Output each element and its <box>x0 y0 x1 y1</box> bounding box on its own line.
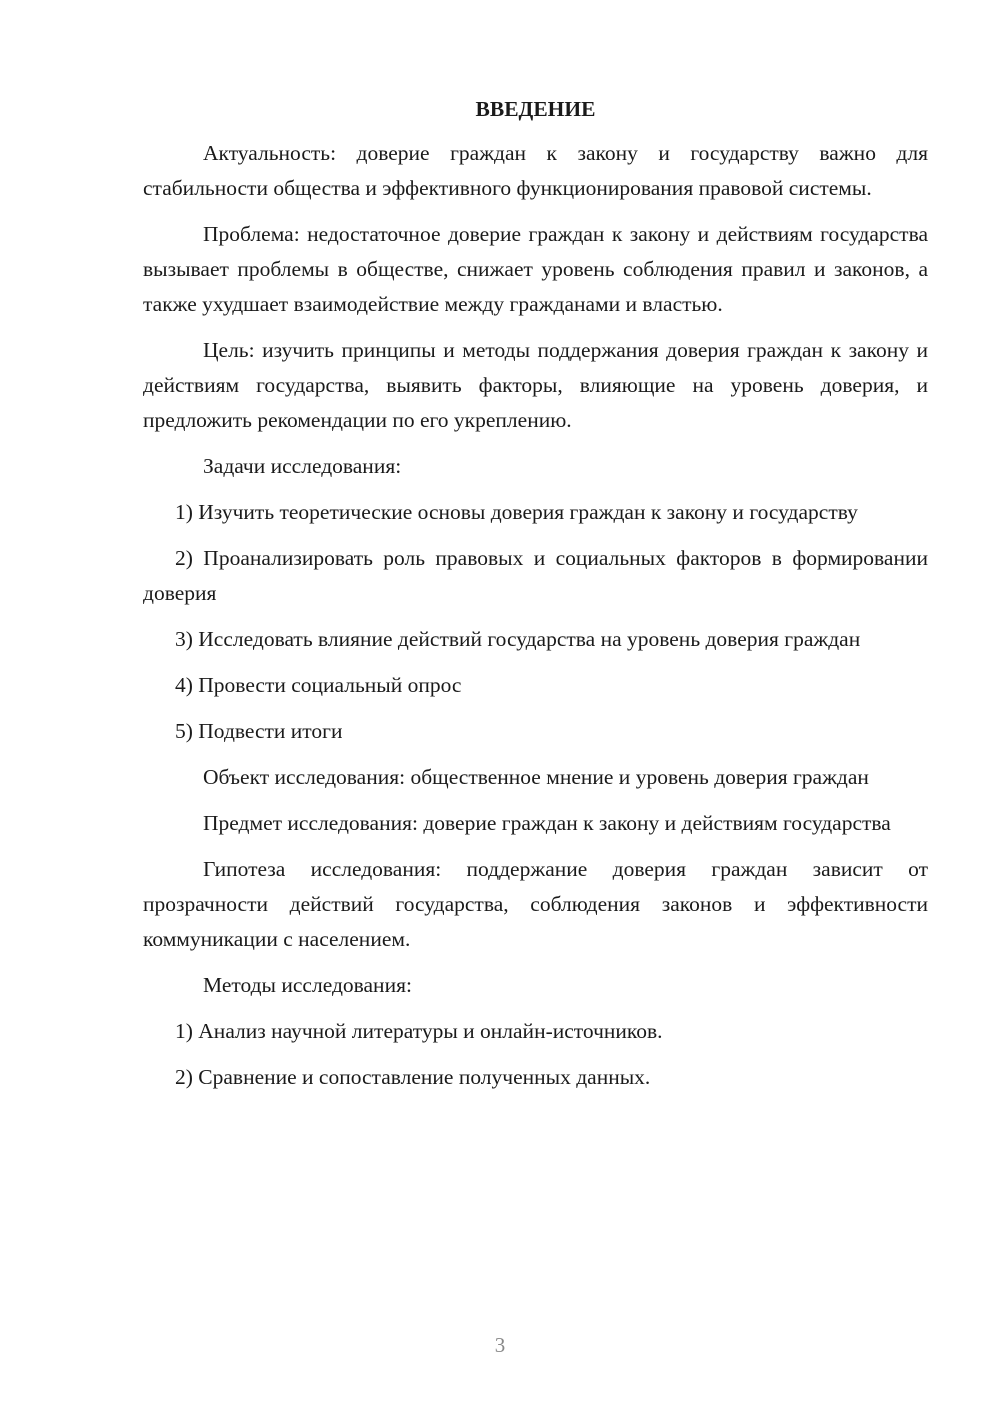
tasks-heading: Задачи исследования: <box>203 454 402 478</box>
goal-paragraph: Цель: изучить принципы и методы поддержания доверия граждан к закону и действиям государства, выявить факторы, влияющие на уровень доверия, и предложить рекомендации по его укреплению. <box>143 338 928 432</box>
document-page <box>143 92 928 1106</box>
task-item: 2) Проанализировать роль правовых и социальных факторов в формировании доверия <box>143 546 928 605</box>
object-paragraph: Объект исследования: общественное мнение и уровень доверия граждан <box>203 765 869 789</box>
subject-paragraph: Предмет исследования: доверие граждан к закону и действиям государства <box>203 811 891 835</box>
task-item: 5) Подвести итоги <box>175 719 343 743</box>
methods-heading: Методы исследования: <box>203 973 412 997</box>
task-item: 4) Провести социальный опрос <box>175 673 462 697</box>
hypothesis-paragraph: Гипотеза исследования: поддержание доверия граждан зависит от прозрачности действий государства, соблюдения законов и эффективности коммуникации с населением. <box>143 857 928 951</box>
relevance-paragraph: Актуальность: доверие граждан к закону и государству важно для стабильности общества и эффективного функционирования правовой системы. <box>143 141 928 200</box>
method-item: 1) Анализ научной литературы и онлайн-источников. <box>175 1019 663 1043</box>
task-item: 1) Изучить теоретические основы доверия граждан к закону и государству <box>175 500 858 524</box>
section-title: ВВЕДЕНИЕ <box>475 97 596 121</box>
task-item: 3) Исследовать влияние действий государства на уровень доверия граждан <box>175 627 861 651</box>
problem-paragraph: Проблема: недостаточное доверие граждан к закону и действиям государства вызывает проблемы в обществе, снижает уровень соблюдения правил и законов, а также ухудшает взаимодействие между гражданами и властью. <box>143 222 928 316</box>
page-number: 3 <box>494 1333 506 1357</box>
method-item: 2) Сравнение и сопоставление полученных данных. <box>175 1065 651 1089</box>
